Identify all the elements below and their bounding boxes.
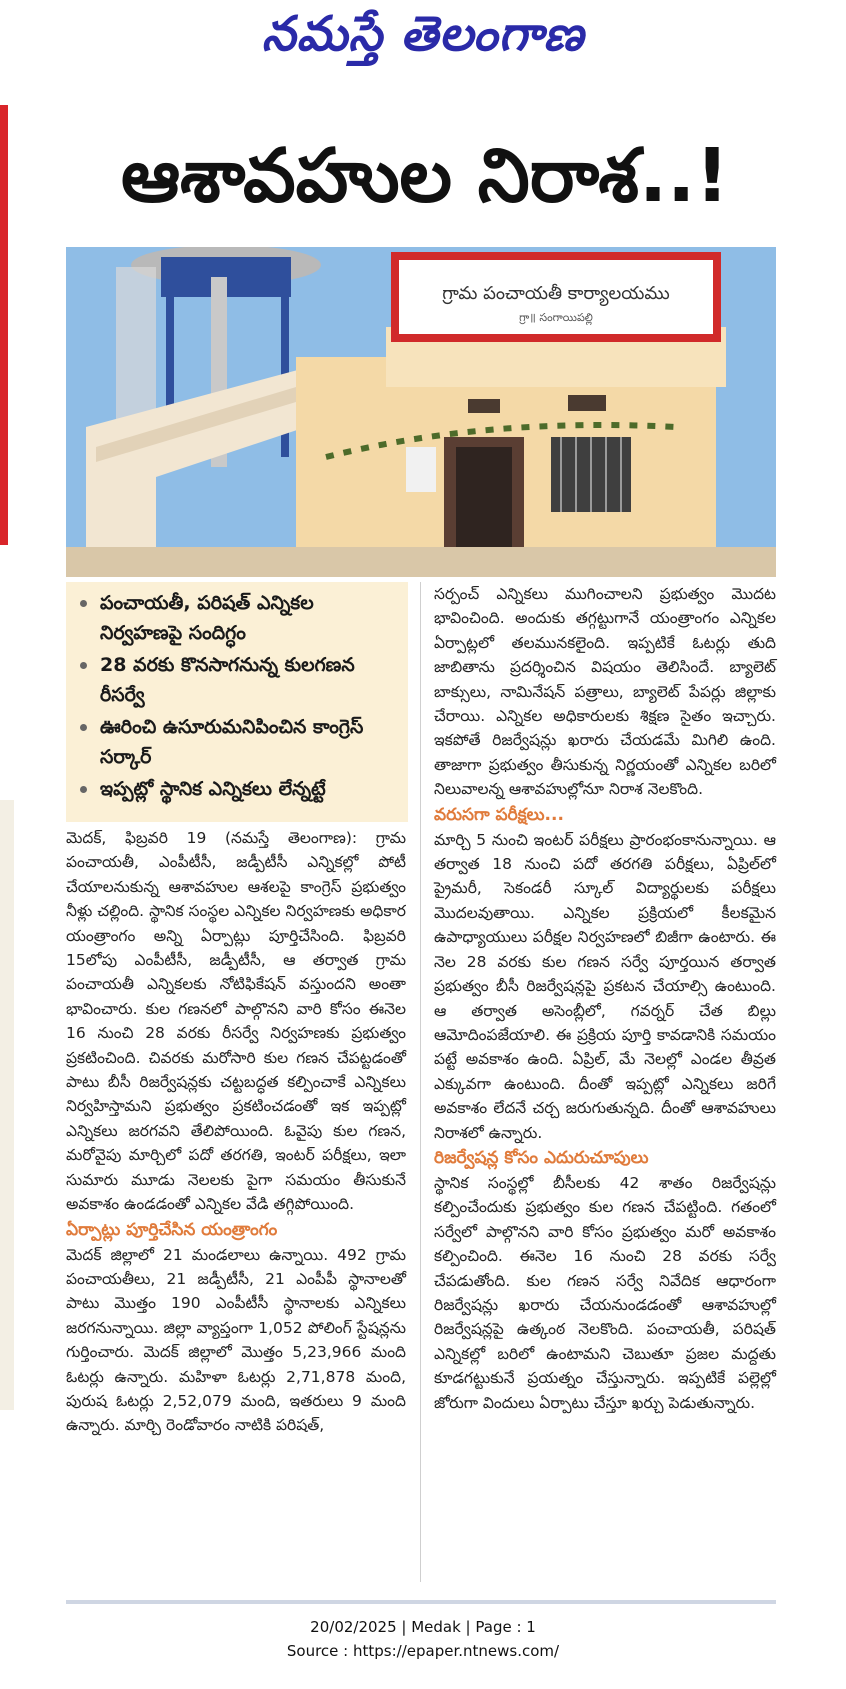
headline: ఆశావహుల నిరాశ..! — [121, 133, 729, 219]
footer-source: Source : https://epaper.ntnews.com/ — [286, 1642, 560, 1660]
sign-board-subtext: గ్రా॥ సంగాయిపల్లి — [519, 311, 593, 324]
highlight-item: 28 వరకు కొనసాగనున్న కులగణన రీసర్వే — [72, 650, 402, 710]
highlight-item: ఊరించి ఉసూరుమనిపించిన కాంగ్రెస్ సర్కార్ — [72, 712, 402, 772]
column-divider — [420, 582, 421, 1582]
article-column-2 — [434, 582, 776, 1415]
highlight-item: ఇప్పట్లో స్థానిక ఎన్నికలు లేన్నట్టే — [72, 774, 402, 804]
left-red-border — [0, 105, 8, 545]
masthead-logo: నమస్తే తెలంగాణ — [261, 6, 585, 62]
paragraph: మెదక్, ఫిబ్రవరి 19 (నమస్తే తెలంగాణ): గ్రామ పంచాయతీ, ఎంపీటీసీ, జడ్పీటీసీ ఎన్నికల్లో పోటీ చేయాలనుకున్న ఆశావహుల ఆశలపై కాంగ్రెస్ ప్రభుత్వం నీళ్లు చల్లింది. స్థానిక సంస్థల ఎన్నికల నిర్వహణకు అధికార యంత్రాంగం అన్ని ఏర్పాట్లు పూర్తిచేసింది. ఫిబ్రవరి 15లోపు ఎంపీటీసీ, జడ్పీటీసీ, ఆ తర్వాత గ్రామ పంచాయతీ ఎన్నికలకు నోటిఫికేషన్ వస్తుందని అంతా భావించారు. కుల గణనలో పాల్గొనని వారి కోసం ఈనెల 16 నుంచి 28 వరకు రీసర్వే నిర్వహణకు ప్రభుత్వం ప్రకటించింది. చివరకు మరోసారి కుల గణన చేపట్టడంతో పాటు బీసీ రిజర్వేషన్లకు చట్టబద్ధత కల్పించాకే ఎన్నికలు నిర్వహిస్తామని ప్రభుత్వం ప్రకటించడంతో ఇక ఇప్పట్లో ఎన్నికలు జరగవని తేలిపోయింది. ఓవైపు కుల గణన, మరోవైపు మార్చిలో పదో తరగతి, ఇంటర్ పరీక్షలు, ఇలా సుమారు మూడు నెలలకు పైగా సమయం తీసుకునే అవకాశం ఉండడంతో ఎన్నికల వేడి తగ్గిపోయింది. — [66, 829, 406, 1214]
adjacent-article-strip — [0, 800, 14, 1410]
article-column-1 — [66, 826, 406, 1438]
paragraph: సర్పంచ్ ఎన్నికలు ముగించాలని ప్రభుత్వం మొదట భావించింది. అందుకు తగ్గట్టుగానే యంత్రాంగం ఎన్నికల ఏర్పాట్లలో తలమునకలైంది. ఇప్పటికే ఓటర్లు తుది జాబితాను ప్రదర్శించిన విషయం తెలిసిందే. బ్యాలెట్ బాక్సులు, నామినేషన్ పత్రాలు, బ్యాలెట్ పేపర్లు జిల్లాకు చేరాయి. ఎన్నికల అధికారులకు శిక్షణ సైతం ఇచ్చారు. ఇకపోతే రిజర్వేషన్లు ఖరారు చేయడమే మిగిలి ఉంది. తాజాగా ప్రభుత్వం తీసుకున్న నిర్ణయంతో ఎన్నికల బరిలో నిలువాలన్న ఆశావహుల్లోనూ నిరాశ నెలకొంది. — [434, 585, 776, 799]
bottom-rule — [66, 1600, 776, 1604]
highlights-box — [66, 582, 408, 822]
paragraph: మెదక్ జిల్లాలో 21 మండలాలు ఉన్నాయి. 492 గ్రామ పంచాయతీలు, 21 జడ్పీటీసీ, 21 ఎంపీపీ స్థానాలతో పాటు మొత్తం 190 ఎంపీటీసీ స్థానాలకు ఎన్నికలు జరగనున్నాయి. జిల్లా వ్యాప్తంగా 1,052 పోలింగ్ స్టేషన్లను గుర్తించారు. మెదక్ జిల్లాలో మొత్తం 5,23,966 మంది ఓటర్లు ఉన్నారు. మహిళా ఓటర్లు 2,71,878 మంది, పురుష ఓటర్లు 2,52,079 మంది, ఇతరులు 9 మంది ఉన్నారు. మార్చి రెండోవారం నాటికి పరిషత్, — [66, 1245, 406, 1435]
footer-date-edition: 20/02/2025 | Medak | Page : 1 — [310, 1618, 536, 1636]
subheading: రిజర్వేషన్ల కోసం ఎదురుచూపులు — [434, 1147, 649, 1168]
highlight-item: పంచాయతీ, పరిషత్ ఎన్నికల నిర్వహణపై సందిగ్ధం — [72, 588, 402, 648]
paragraph: మార్చి 5 నుంచి ఇంటర్ పరీక్షలు ప్రారంభంకానున్నాయి. ఆ తర్వాత 18 నుంచి పదో తరగతి పరీక్షలు, ఏప్రిల్‌లో ప్రైమరీ, సెకండరీ స్కూల్ విద్యార్థులకు పరీక్షలు మొదలవుతాయి. ఎన్నికల ప్రక్రియలో కీలకమైన ఉపాధ్యాయులు పరీక్షల నిర్వహణలో బిజీగా ఉంటారు. ఈ నెల 28 వరకు కుల గణన సర్వే పూర్తయిన తర్వాత ప్రభుత్వం బీసీ రిజర్వేషన్లపై ప్రకటన చేయాల్సి ఉంటుంది. ఆ తర్వాత అసెంబ్లీలో, గవర్నర్ చేత బిల్లు ఆమోదింపజేయాలి. ఈ ప్రక్రియ పూర్తి కావడానికి సమయం పట్టే అవకాశం ఉంది. ఏప్రిల్, మే నెలల్లో ఎండల తీవ్రత ఎక్కువగా ఉంటుంది. దీంతో ఇప్పట్లో ఎన్నికలు జరిగే అవకాశం లేదనే చర్చ జరుగుతున్నది. దీంతో ఆశావహులు నిరాశలో ఉన్నారు. — [434, 830, 776, 1142]
subheading: ఏర్పాట్లు పూర్తిచేసిన యంత్రాంగం — [66, 1219, 278, 1240]
paragraph: స్థానిక సంస్థల్లో బీసీలకు 42 శాతం రిజర్వేషన్లు కల్పించేందుకు ప్రభుత్వం కుల గణన చేపట్టింది. గతంలో సర్వేలో పాల్గొనని వారి కోసం ప్రభుత్వం మరో అవకాశం కల్పించింది. ఈనెల 16 నుంచి 28 వరకు సర్వే చేపడుతోంది. కుల గణన సర్వే నివేదిక ఆధారంగా రిజర్వేషన్లు ఖరారు చేయనుండడంతో ఆశావహుల్లో రిజర్వేషన్లపై ఉత్కంఠ నెలకొంది. పంచాయతీ, పరిషత్ ఎన్నికల్లో బరిలో ఉంటామని చెబుతూ ప్రజల మద్దతు కూడగట్టుకునే ప్రయత్నం చేస్తున్నారు. ఇప్పటికే పల్లెల్లో జోరుగా విందులు ఏర్పాటు చేస్తూ ఖర్చు పెడుతున్నారు. — [434, 1173, 776, 1412]
subheading: వరుసగా పరీక్షలు... — [434, 804, 564, 825]
sign-board-text: గ్రామ పంచాయతీ కార్యాలయము — [442, 283, 670, 304]
article-photo — [66, 247, 776, 577]
